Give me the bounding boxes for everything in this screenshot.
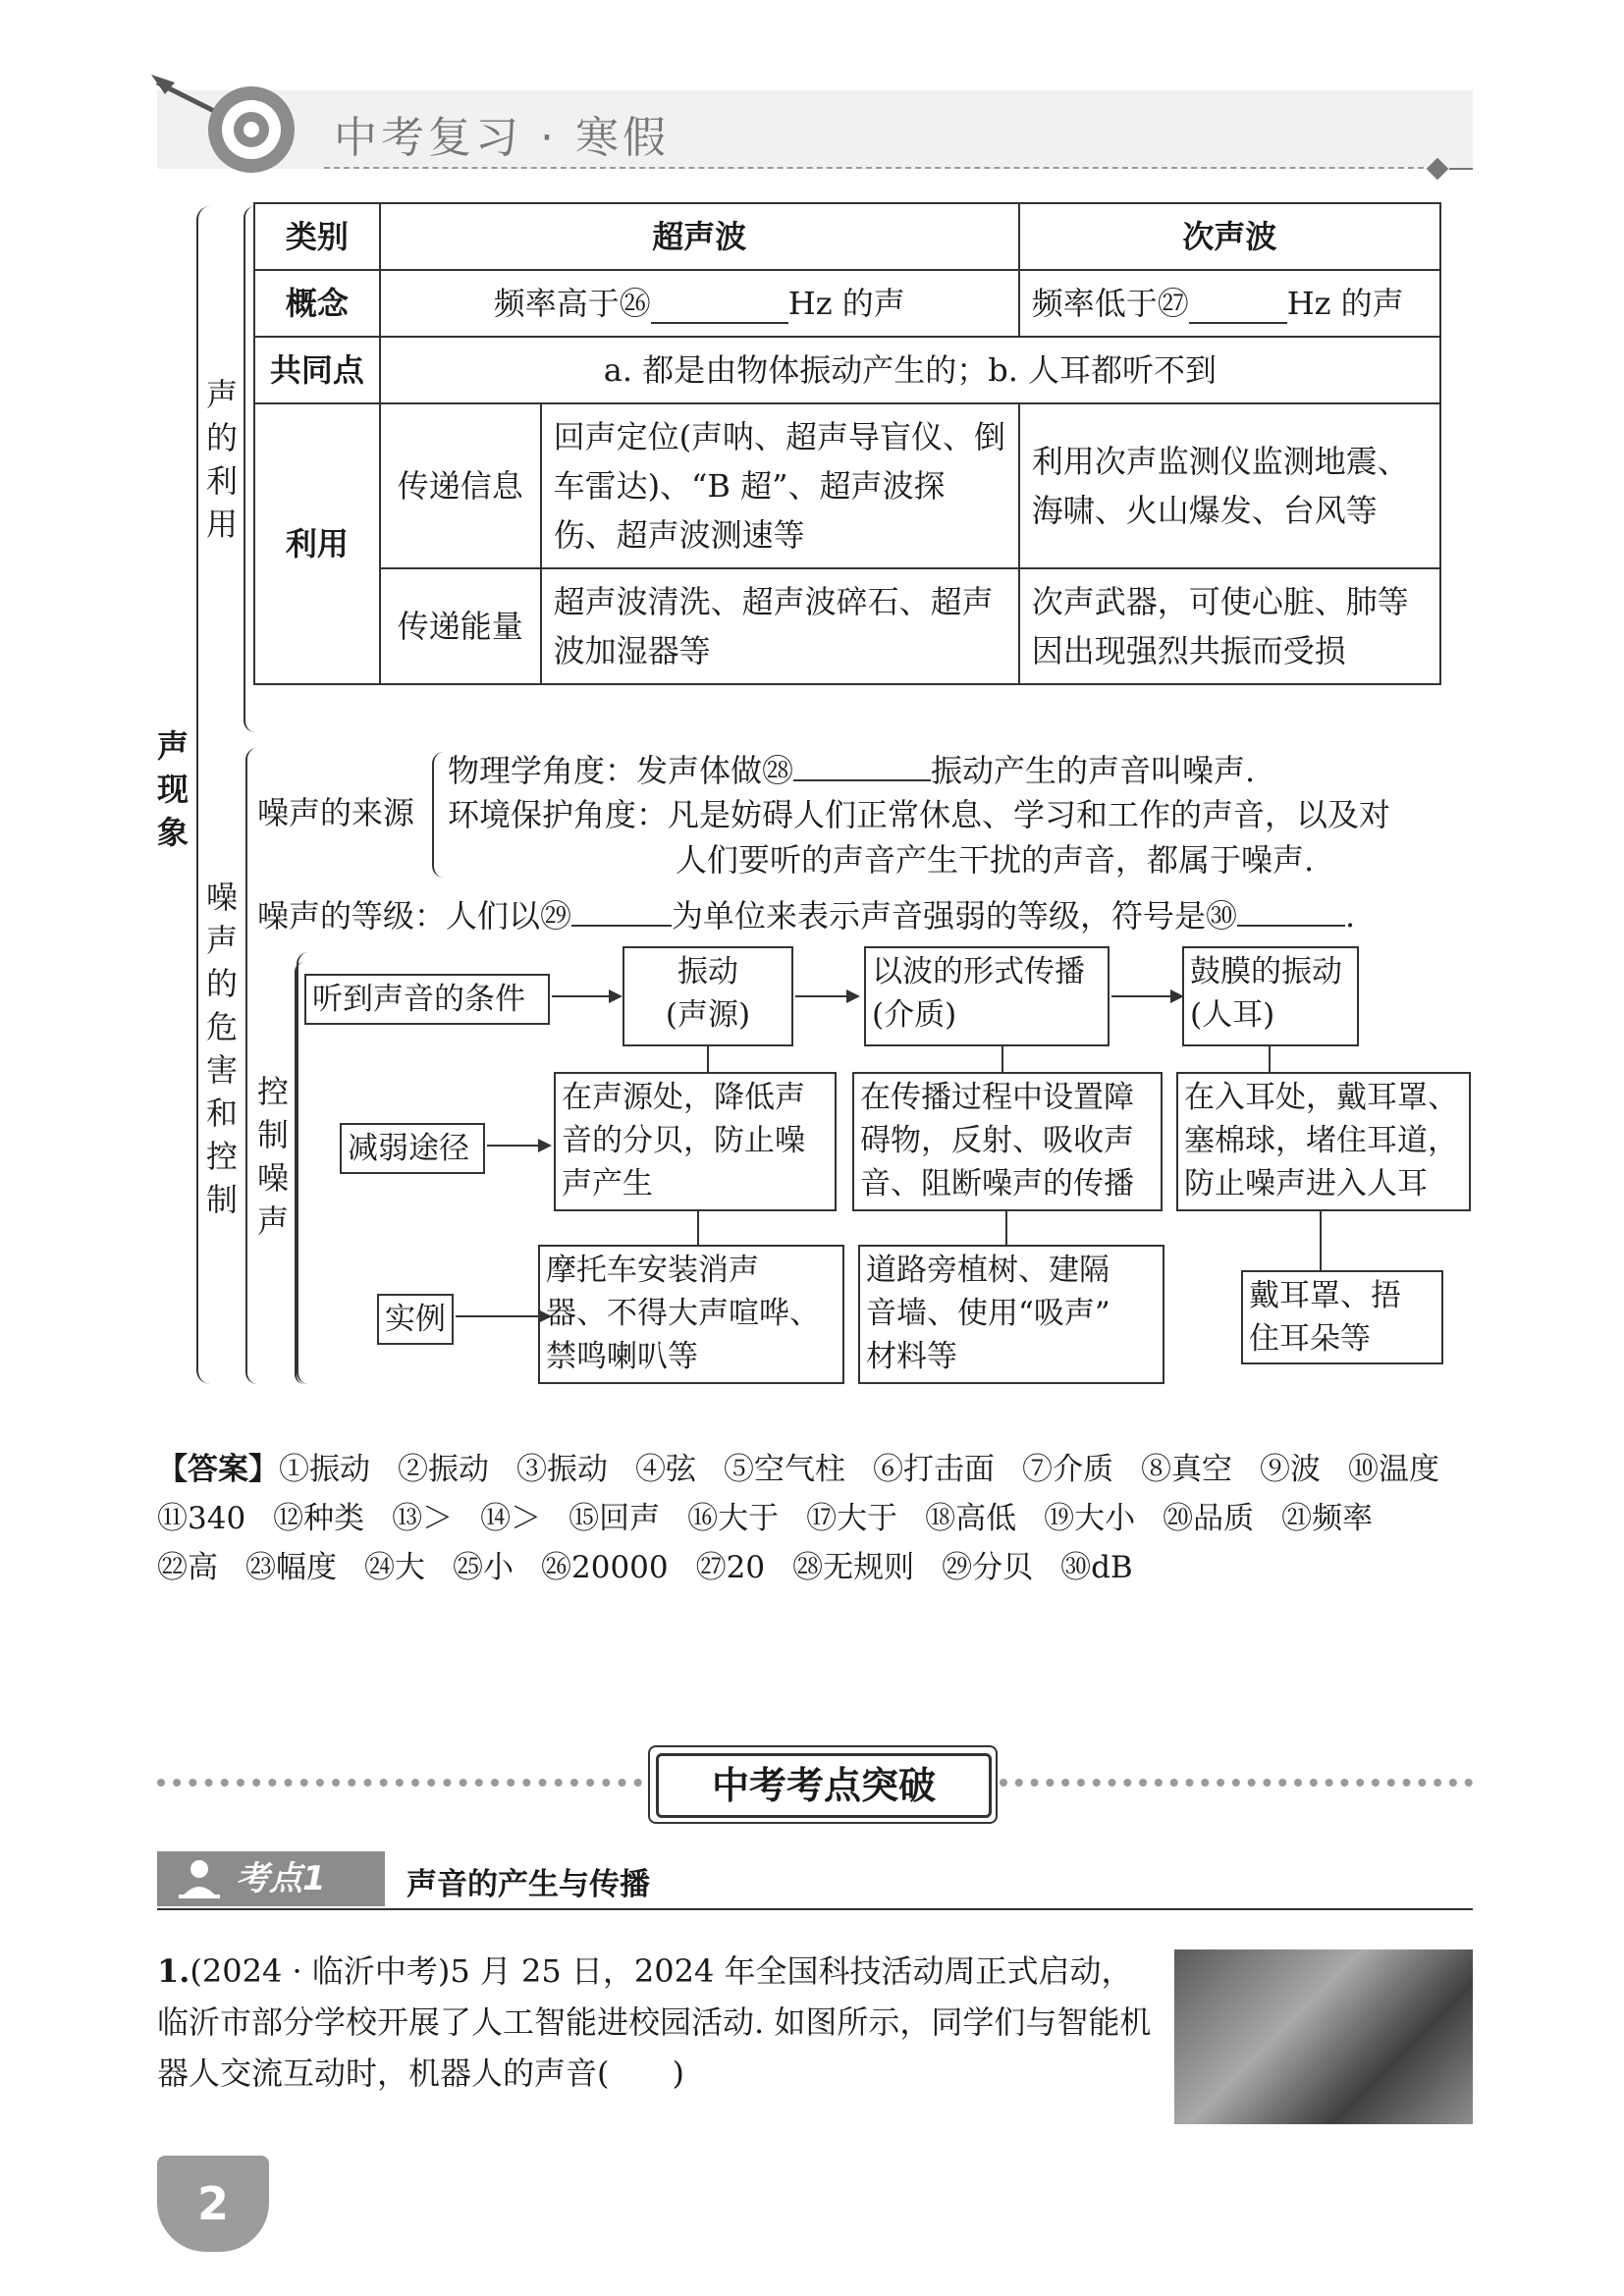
answer-item: ⑲大小 bbox=[1044, 1501, 1136, 1536]
ultrasound-info-use: 回声定位(声呐、超声导盲仪、倒车雷达)、“B 超”、超声波探伤、超声波测速等 bbox=[541, 403, 1019, 568]
answer-item: ㉘无规则 bbox=[792, 1550, 915, 1585]
noise-level: 噪声的等级：人们以㉙ 为单位来表示声音强弱的等级，符号是㉚ . bbox=[257, 897, 1356, 934]
label-sound-use: 声的利用 bbox=[205, 376, 238, 543]
table-row bbox=[254, 270, 1440, 337]
blank-26 bbox=[651, 289, 788, 324]
blank-30 bbox=[1237, 895, 1345, 927]
dotted-divider-left bbox=[157, 1779, 642, 1787]
answer-item: ㉗20 bbox=[695, 1550, 766, 1585]
answer-item: ⑧真空 bbox=[1141, 1452, 1232, 1487]
section-title: 中考考点突破 bbox=[656, 1753, 992, 1818]
table-row bbox=[254, 337, 1440, 403]
arrow-icon bbox=[609, 989, 623, 1003]
example-transmission-box: 道路旁植树、建隔 音墙、使用“吸声” 材料等 bbox=[858, 1245, 1164, 1384]
noise-physics-def: 物理学角度：发声体做㉘ 振动产生的声音叫噪声. bbox=[448, 752, 1256, 789]
answer-item: ⑪340 bbox=[157, 1501, 246, 1536]
answer-item: ③振动 bbox=[516, 1452, 608, 1487]
label-control-noise: 控制噪声 bbox=[256, 1073, 289, 1240]
infrasound-concept: 频率低于㉗ Hz 的声 bbox=[1019, 270, 1440, 337]
answer-item: ⑩温度 bbox=[1348, 1452, 1439, 1487]
answer-item: ⑱高低 bbox=[925, 1501, 1017, 1536]
answer-item: ⑯大于 bbox=[687, 1501, 780, 1536]
row-label: 概念 bbox=[254, 270, 380, 337]
answer-item: ㉓幅度 bbox=[245, 1550, 337, 1585]
question-1 bbox=[157, 1946, 1159, 2099]
reduce-at-ear-box: 在入耳处，戴耳罩、 塞棉球，堵住耳道， 防止噪声进入人耳 bbox=[1176, 1072, 1471, 1211]
row-label: 共同点 bbox=[254, 337, 380, 403]
target-arrow-icon bbox=[147, 69, 304, 177]
ultrasound-energy-use: 超声波清洗、超声波碎石、超声波加湿器等 bbox=[541, 568, 1019, 684]
table-row bbox=[254, 203, 1440, 270]
example-source-box: 摩托车安装消声 器、不得大声喧哗、 禁鸣喇叭等 bbox=[538, 1245, 844, 1384]
noise-env-def-1: 环境保护角度：凡是妨碍人们正常休息、学习和工作的声音，以及对 bbox=[448, 796, 1391, 833]
use-energy-label: 传递能量 bbox=[380, 568, 541, 684]
answer-item: ㉔大 bbox=[364, 1550, 425, 1585]
label-noise: 噪声的危害和控制 bbox=[205, 879, 238, 1218]
answer-item: ⑭＞ bbox=[480, 1501, 542, 1536]
answer-item: ⑫种类 bbox=[273, 1501, 365, 1536]
example-ear-box: 戴耳罩、捂 住耳朵等 bbox=[1241, 1270, 1443, 1364]
reduce-path-box: 减弱途径 bbox=[340, 1123, 485, 1174]
row-label: 利用 bbox=[254, 403, 380, 684]
noise-source-label: 噪声的来源 bbox=[257, 794, 415, 831]
table-header-cell: 超声波 bbox=[380, 203, 1019, 270]
table-header-cell: 次声波 bbox=[1019, 203, 1440, 270]
use-info-label: 传递信息 bbox=[380, 403, 541, 568]
table-row bbox=[254, 403, 1440, 568]
answer-item: ⑤空气柱 bbox=[724, 1452, 845, 1487]
arrow-icon bbox=[538, 1139, 552, 1152]
answer-item: ⑨波 bbox=[1260, 1452, 1321, 1487]
ultrasound-infrasound-table bbox=[253, 202, 1441, 685]
blank-27 bbox=[1189, 289, 1287, 324]
hearing-condition-box: 听到声音的条件 bbox=[304, 974, 550, 1025]
answer-item: ㉑频率 bbox=[1281, 1501, 1374, 1536]
example-box: 实例 bbox=[377, 1294, 454, 1345]
answer-item: ⑬＞ bbox=[392, 1501, 454, 1536]
question-number: 1. bbox=[157, 1952, 190, 1990]
answer-item: ㉒高 bbox=[157, 1550, 218, 1585]
answer-item: ⑦介质 bbox=[1022, 1452, 1113, 1487]
brace-noise bbox=[245, 748, 257, 1384]
page-number: 2 bbox=[157, 2156, 269, 2252]
common-point: a. 都是由物体振动产生的；b. 人耳都听不到 bbox=[380, 337, 1440, 403]
condition-eardrum-box: 鼓膜的振动 (人耳) bbox=[1182, 946, 1359, 1046]
kaodian-tag: 考点1 bbox=[236, 1859, 326, 1898]
answer-item: ⑰大于 bbox=[806, 1501, 898, 1536]
answer-key bbox=[157, 1445, 1473, 1592]
students-robot-photo bbox=[1174, 1949, 1473, 2124]
student-icon bbox=[175, 1857, 224, 1900]
kaodian-title: 声音的产生与传播 bbox=[406, 1867, 650, 1902]
answer-item: ②振动 bbox=[398, 1452, 489, 1487]
arrow-icon bbox=[846, 989, 860, 1003]
answer-item: ⑮回声 bbox=[568, 1501, 661, 1536]
answer-item: ㉙分贝 bbox=[942, 1550, 1034, 1585]
answer-item: ④弦 bbox=[635, 1452, 696, 1487]
question-text: (2024 · 临沂中考)5 月 25 日，2024 年全国科技活动周正式启动，临沂市部分学校开展了人工智能进校园活动. 如图所示，同学们与智能机器人交流互动时，机器人的声音( ) bbox=[157, 1952, 1152, 2092]
label-root: 声现象 bbox=[156, 727, 189, 851]
answer-item: ㉕小 bbox=[453, 1550, 514, 1585]
blank-29 bbox=[571, 895, 672, 927]
dotted-divider-right bbox=[1000, 1779, 1473, 1787]
answer-item: ㉚dB bbox=[1060, 1550, 1133, 1585]
answer-heading: 【答案】 bbox=[157, 1452, 279, 1487]
reduce-in-transmission-box: 在传播过程中设置障 碍物，反射、吸收声 音、阻断噪声的传播 bbox=[852, 1072, 1163, 1211]
answer-list bbox=[157, 1452, 1467, 1585]
kaodian-rule bbox=[157, 1908, 1473, 1910]
blank-28 bbox=[793, 750, 931, 781]
table-header-cell: 类别 bbox=[254, 203, 380, 270]
table-row bbox=[254, 568, 1440, 684]
infrasound-info-use: 利用次声监测仪监测地震、海啸、火山爆发、台风等 bbox=[1019, 403, 1440, 568]
noise-env-def-2: 人们要听的声音产生干扰的声音，都属于噪声. bbox=[676, 841, 1315, 879]
condition-vibration-box: 振动 (声源) bbox=[623, 946, 793, 1046]
answer-item: ㉖20000 bbox=[541, 1550, 669, 1585]
header-divider bbox=[324, 167, 1434, 169]
infrasound-energy-use: 次声武器，可使心脏、肺等因出现强烈共振而受损 bbox=[1019, 568, 1440, 684]
ultrasound-concept: 频率高于㉖ Hz 的声 bbox=[380, 270, 1019, 337]
reduce-at-source-box: 在声源处，降低声 音的分贝，防止噪 声产生 bbox=[554, 1072, 837, 1211]
condition-medium-box: 以波的形式传播 (介质) bbox=[864, 946, 1110, 1046]
answer-item: ①振动 bbox=[279, 1452, 370, 1487]
header-title: 中考复习 · 寒假 bbox=[334, 113, 670, 163]
brace-noise-source bbox=[432, 752, 444, 878]
answer-item: ⑳品质 bbox=[1163, 1501, 1255, 1536]
answer-item: ⑥打击面 bbox=[873, 1452, 995, 1487]
